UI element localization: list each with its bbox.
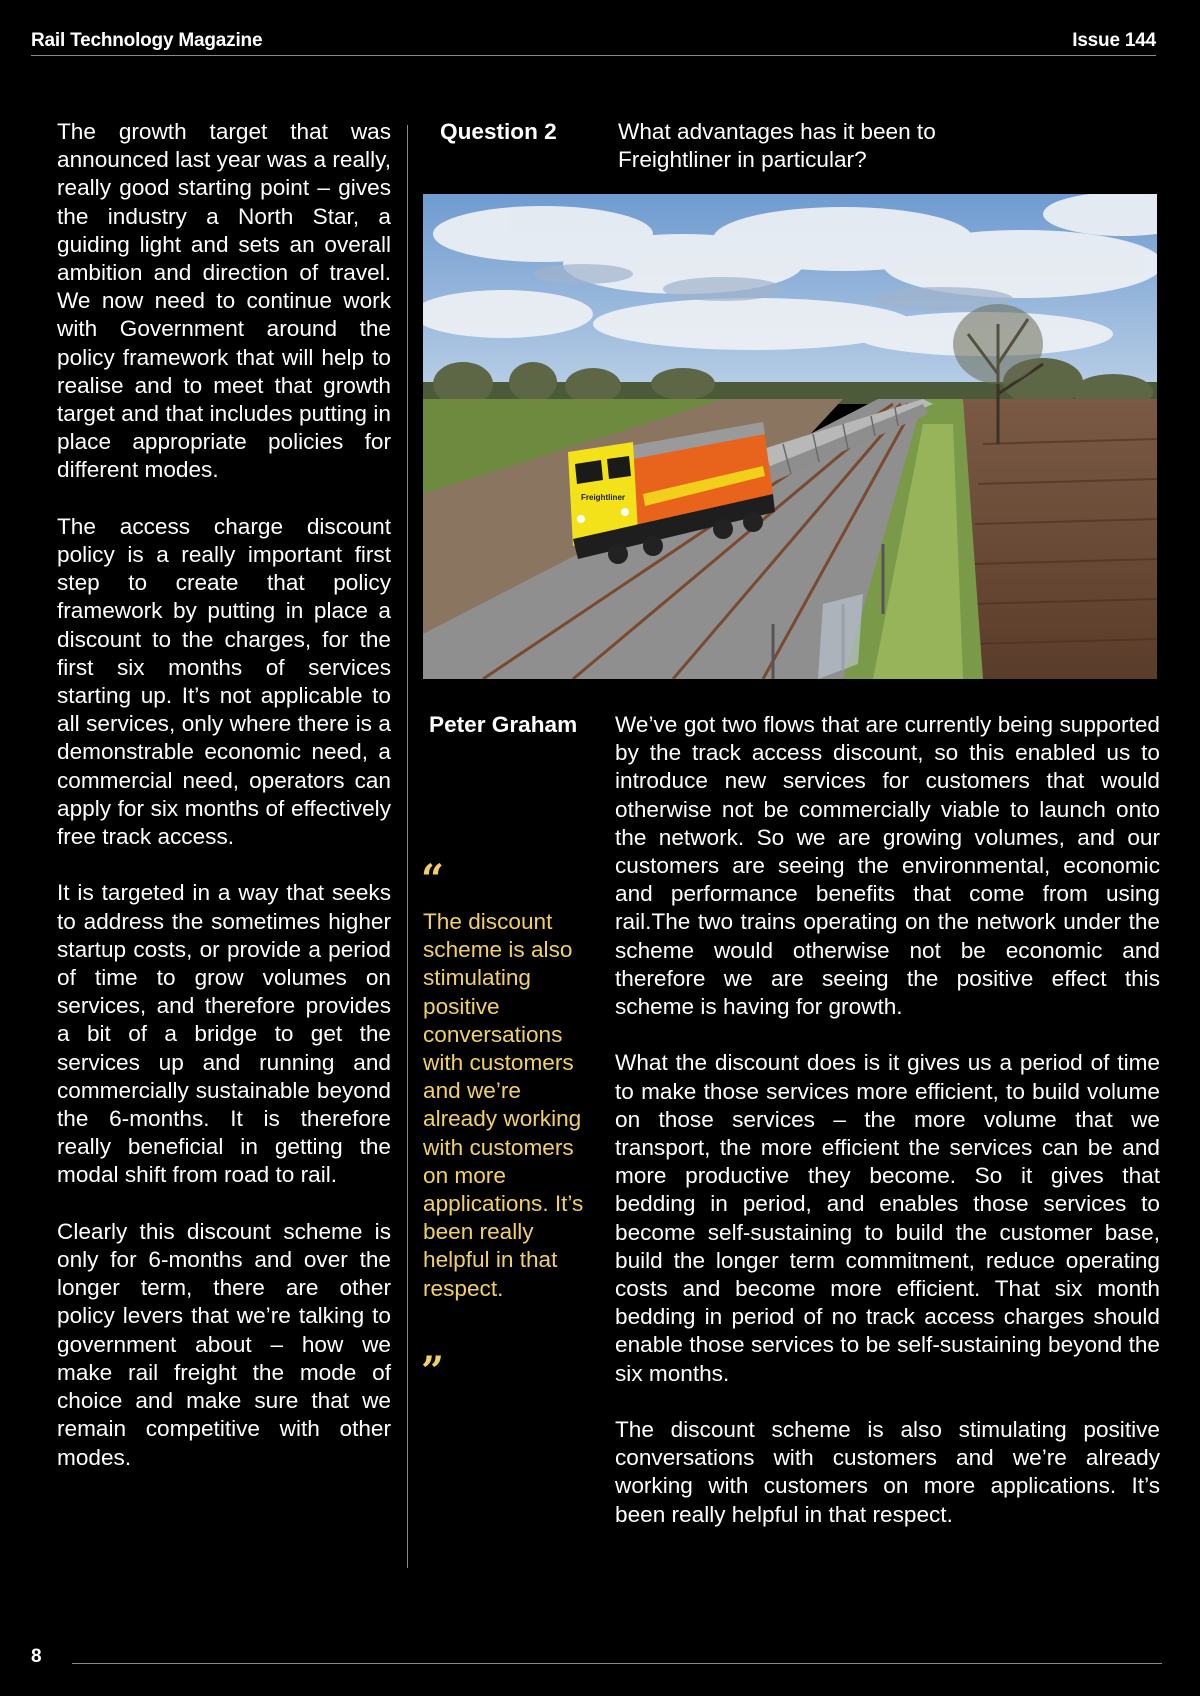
loco-livery-text: Freightliner: [581, 493, 626, 502]
left-column: [57, 118, 391, 1500]
issue-number: Issue 144: [1072, 30, 1156, 51]
speaker-name: Peter Graham: [429, 712, 578, 737]
close-quote-mark: ”: [421, 1348, 445, 1395]
question-text: What advantages has it been to Freightliner in particular?: [618, 119, 936, 173]
page-header: [31, 28, 1156, 56]
right-column: [615, 711, 1160, 1557]
open-quote-mark: “: [421, 856, 445, 903]
freight-train-photo: [423, 194, 1157, 679]
left-paragraph: The growth target that was announced last year was a really, really good starting point – gives the industry a North Star, a guiding light and sets an overall ambition and direction of travel. We now need to continue work with Government around the policy framework that will help to realise and to meet that growth target and that includes putting in place appropriate policies for different modes.: [57, 119, 391, 483]
left-paragraph: The access charge discount policy is a really important first step to create that policy framework by putting in place a discount to the charges, for the first six months of services starting up. It’s not applicable to all services, only where there is a demonstrable economic need, a commercial need, operators can apply for six months of effectively free track access.: [57, 513, 391, 850]
right-paragraph: The discount scheme is also stimulating positive conversations with customers and we’re already working with customers on more applications. It’s been really helpful in that respect.: [615, 1417, 1160, 1527]
footer-rule: [72, 1663, 1162, 1664]
page-number: 8: [31, 1646, 42, 1667]
column-divider: [407, 125, 408, 1568]
right-paragraph: We’ve got two flows that are currently being supported by the track access discount, so this enabled us to introduce new services for customers that would otherwise not be commercially viable to launch onto the network. So we are growing volumes, and our customers are seeing the environmental, economic and performance benefits that come from using rail.The two trains operating on the network under the scheme would otherwise not be economic and therefore we are seeing the positive effect this scheme is having for growth.: [615, 712, 1160, 1020]
right-paragraph: What the discount does is it gives us a period of time to make those services more efficient, to build volume on those services – the more volume that we transport, the more efficient the services can be and more productive they become. So it gives that bedding in period, and enables those services to become self-sustaining to build the customer base, build the longer term commitment, reduce operating costs and become more efficient. That six month bedding in period of no track access charges should enable those services to be self-sustaining beyond the six months.: [615, 1050, 1160, 1386]
pull-quote: The discount scheme is also stimulating positive conversations with customers and we’re already working with customers on more applications. It’s been really helpful in that respect.: [423, 909, 584, 1301]
left-paragraph: Clearly this discount scheme is only for 6-months and over the longer term, there are other policy levers that we’re talking to government about – how we make rail freight the mode of choice and make sure that we remain competitive with other modes.: [57, 1218, 391, 1470]
magazine-title: Rail Technology Magazine: [31, 30, 263, 51]
left-paragraph: It is targeted in a way that seeks to address the sometimes higher startup costs, or provide a period of time to grow volumes on services, and therefore provides a bit of a bridge to get the services up and running and commercially sustainable beyond the 6-months. It is therefore really beneficial in getting the modal shift from road to rail.: [57, 880, 391, 1188]
question-label: Question 2: [440, 119, 557, 144]
